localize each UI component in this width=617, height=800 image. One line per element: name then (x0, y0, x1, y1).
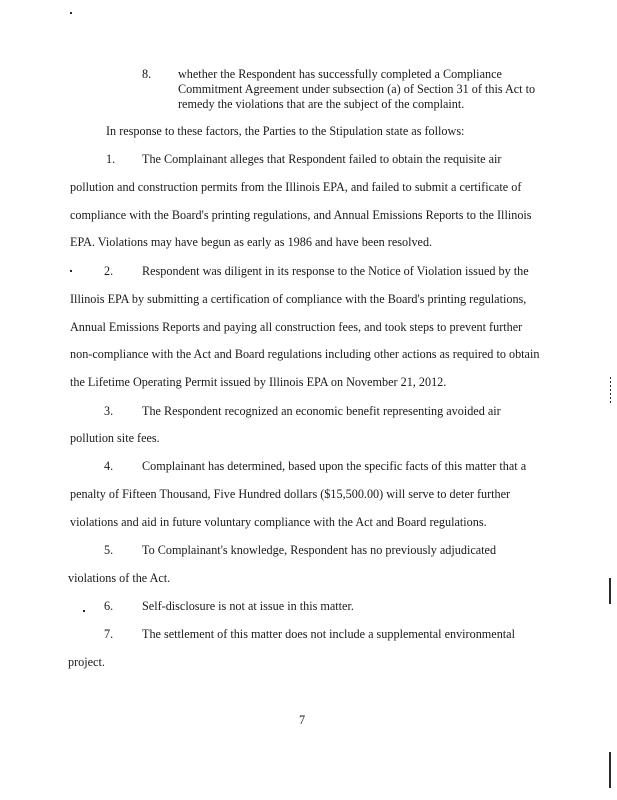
para2-line-1: Respondent was diligent in its response to the Notice of Violation issued by the (142, 264, 529, 278)
para2-line-4: non-compliance with the Act and Board regulations including other actions as required to obtain (70, 347, 540, 361)
scan-speck (70, 270, 72, 272)
para2-line-2: Illinois EPA by submitting a certification of compliance with the Board's printing regulations, (70, 292, 527, 306)
para6-number: 6. (104, 599, 114, 613)
scan-speck (83, 610, 85, 612)
para5-line-1: To Complainant's knowledge, Respondent has no previously adjudicated (142, 543, 497, 557)
item8-line-1: whether the Respondent has successfully completed a Compliance (178, 67, 502, 81)
para1-line-3: compliance with the Board's printing regulations, and Annual Emissions Reports to the Illinois (70, 208, 532, 222)
para7-line-1: The settlement of this matter does not include a supplemental environmental (142, 627, 515, 641)
item8-line-3: remedy the violations that are the subject of the complaint. (178, 97, 465, 111)
para3-line-1: The Respondent recognized an economic benefit representing avoided air (142, 404, 501, 418)
para5-number: 5. (104, 543, 114, 557)
para4-line-1: Complainant has determined, based upon the specific facts of this matter that a (142, 459, 527, 473)
para2-line-3: Annual Emissions Reports and paying all construction fees, and took steps to prevent further (70, 320, 523, 334)
para4-line-2: penalty of Fifteen Thousand, Five Hundred dollars ($15,500.00) will serve to deter further (70, 487, 511, 501)
scan-speck (70, 12, 72, 14)
para3-number: 3. (104, 404, 114, 418)
para3-line-2: pollution site fees. (70, 431, 160, 445)
item8-line-2: Commitment Agreement under subsection (a) of Section 31 of this Act to (178, 82, 536, 96)
para6-line-1: Self-disclosure is not at issue in this matter. (142, 599, 354, 613)
scan-mark-line (609, 578, 611, 604)
para7-line-2: project. (68, 655, 105, 669)
para1-number: 1. (106, 152, 116, 166)
para2-number: 2. (104, 264, 114, 278)
para4-line-3: violations and aid in future voluntary compliance with the Act and Board regulations. (70, 515, 487, 529)
intro-sentence: In response to these factors, the Parties to the Stipulation state as follows: (106, 124, 465, 138)
item8-number: 8. (142, 67, 152, 81)
para1-line-1: The Complainant alleges that Respondent failed to obtain the requisite air (142, 152, 502, 166)
scan-mark-line-bottom (609, 752, 611, 788)
scan-mark-dots (610, 377, 611, 405)
para2-line-5: the Lifetime Operating Permit issued by Illinois EPA on November 21, 2012. (70, 375, 447, 389)
para4-number: 4. (104, 459, 114, 473)
para1-line-4: EPA. Violations may have begun as early as 1986 and have been resolved. (70, 235, 433, 249)
page-number: 7 (299, 713, 306, 727)
para5-line-2: violations of the Act. (68, 571, 171, 585)
para1-line-2: pollution and construction permits from the Illinois EPA, and failed to submit a certificate of (70, 180, 522, 194)
para7-number: 7. (104, 627, 114, 641)
